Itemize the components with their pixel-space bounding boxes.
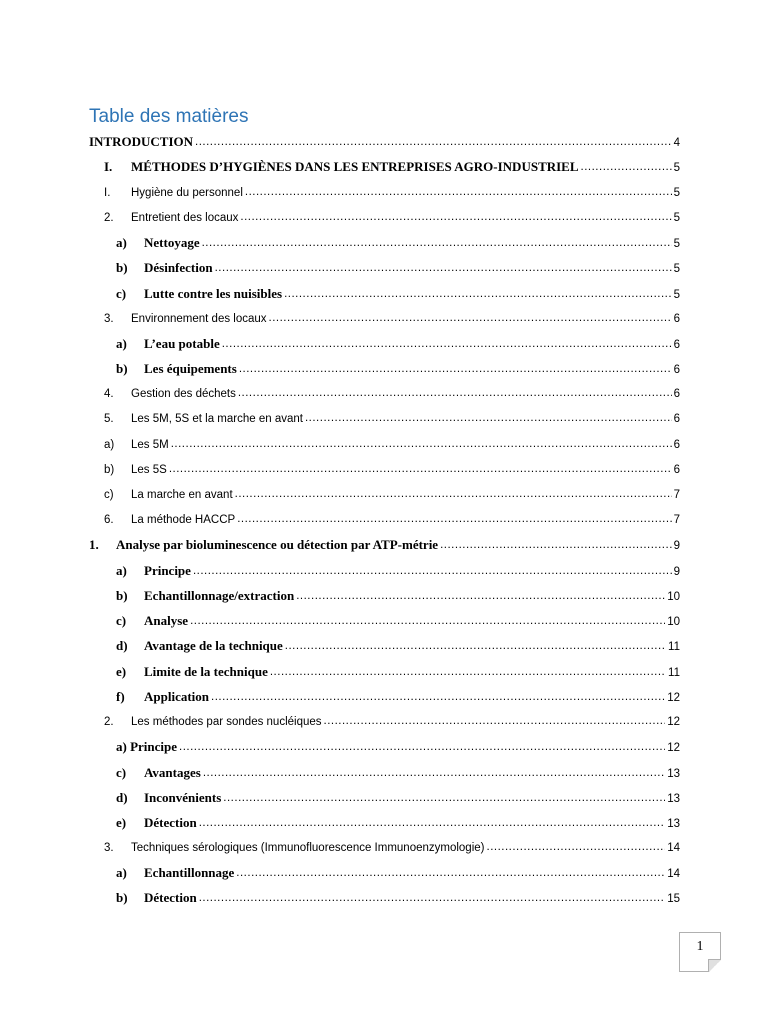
toc-entry-number: e) (116, 815, 127, 830)
toc-entry-number: a) (116, 563, 127, 578)
toc-entry-page: 5 (673, 187, 680, 199)
toc-entry-label: Les équipements (144, 361, 237, 376)
toc-leader-dots (240, 207, 671, 227)
toc-entry-bioluminescence[interactable] (89, 535, 680, 555)
toc-entry-label: Détection (144, 815, 197, 830)
toc-leader-dots (440, 535, 672, 555)
toc-leader-dots (305, 408, 672, 428)
toc-entry-number: 3. (104, 842, 114, 854)
toc-entry-number: 3. (104, 313, 114, 325)
toc-entry-label: a) Principe (116, 739, 178, 754)
toc-entry-introduction[interactable] (89, 132, 680, 152)
toc-leader-dots (487, 837, 666, 857)
toc-entry-number: e) (116, 664, 127, 679)
toc-entry-label: Analyse (144, 613, 189, 628)
toc-entry-page: 13 (667, 818, 680, 830)
toc-leader-dots (171, 434, 672, 454)
toc-entry-number: a) (116, 235, 127, 250)
toc-entry-page: 6 (673, 464, 680, 476)
toc-entry-techniques-serologiques[interactable] (104, 838, 680, 858)
toc-entry-number: a) (116, 336, 127, 351)
toc-entry-sondes-nucleiques[interactable] (104, 712, 680, 732)
toc-leader-dots (284, 284, 672, 304)
toc-entry-page: 5 (673, 212, 680, 224)
toc-entry-label: MÉTHODES D’HYGIÈNES DANS LES ENTREPRISES AGRO-INDUSTRIEL (131, 159, 579, 174)
toc-leader-dots (235, 484, 672, 504)
toc-entry-page: 5 (673, 289, 680, 301)
toc-leader-dots (236, 863, 665, 883)
toc-entry-number: I. (104, 187, 111, 199)
toc-entry-gestion-dechets[interactable] (104, 384, 680, 404)
toc-entry-label: Analyse par bioluminescence ou détection par ATP-métrie (116, 537, 439, 552)
toc-leader-dots (203, 763, 665, 783)
toc-leader-dots (193, 561, 672, 581)
toc-entry-label: La marche en avant (131, 489, 233, 501)
toc-entry-page: 6 (673, 413, 680, 425)
toc-entry-application[interactable] (116, 687, 680, 707)
toc-leader-dots (215, 258, 672, 278)
toc-entry-number: b) (116, 260, 128, 275)
toc-leader-dots (179, 737, 665, 757)
toc-entry-number: 1. (89, 537, 99, 552)
toc-entry-echantillonnage[interactable] (116, 863, 680, 883)
toc-entry-label: Les méthodes par sondes nucléiques (131, 716, 322, 728)
toc-entry-page: 10 (667, 616, 680, 628)
toc-entry-desinfection[interactable] (116, 258, 680, 278)
toc-entry-number: c) (104, 489, 114, 501)
page-corner-fold-icon (708, 959, 721, 972)
toc-entry-number: b) (116, 361, 128, 376)
toc-entry-label: Les 5M, 5S et la marche en avant (131, 413, 303, 425)
toc-entry-number: 2. (104, 212, 114, 224)
toc-entry-label: Techniques sérologiques (Immunofluorescence Immunoenzymologie) (131, 842, 485, 854)
toc-entry-label: Nettoyage (144, 235, 200, 250)
toc-entry-label: Les 5S (131, 464, 167, 476)
toc-entry-label: Limite de la technique (144, 664, 268, 679)
toc-leader-dots (169, 459, 672, 479)
toc-entry-number: b) (104, 464, 115, 476)
toc-leader-dots (190, 611, 665, 631)
toc-entry-page: 10 (667, 591, 680, 603)
toc-entry-label: Lutte contre les nuisibles (144, 286, 283, 301)
toc-leader-dots (223, 788, 665, 808)
toc-entry-page: 6 (673, 439, 680, 451)
toc-entry-label: Gestion des déchets (131, 388, 236, 400)
toc-entry-methodes-hygiene[interactable] (104, 157, 680, 177)
toc-entry-page: 4 (673, 137, 680, 149)
toc-entry-page: 11 (668, 667, 680, 679)
toc-entry-number: 4. (104, 388, 114, 400)
toc-entry-label: L’eau potable (144, 336, 220, 351)
toc-entry-les-5m[interactable] (104, 435, 680, 455)
toc-entry-number: 2. (104, 716, 114, 728)
toc-leader-dots (269, 308, 672, 328)
toc-leader-dots (239, 359, 672, 379)
toc-entry-number: b) (116, 588, 128, 603)
toc-entry-page: 6 (673, 339, 680, 351)
toc-entry-5m-5s[interactable] (104, 409, 680, 429)
toc-leader-dots (270, 662, 666, 682)
toc-leader-dots (285, 636, 666, 656)
toc-leader-dots (202, 233, 672, 253)
toc-entry-principe[interactable] (116, 561, 680, 581)
toc-entry-number: d) (116, 790, 128, 805)
toc-leader-dots (296, 586, 665, 606)
toc-entry-nettoyage[interactable] (116, 233, 680, 253)
toc-entry-number: b) (116, 890, 128, 905)
toc-leader-dots (238, 383, 672, 403)
toc-entry-page: 13 (667, 768, 680, 780)
toc-entry-label: Echantillonnage (144, 865, 235, 880)
toc-entry-inconvenients[interactable] (116, 788, 680, 808)
toc-entry-label: Principe (144, 563, 191, 578)
toc-entry-label: Hygiène du personnel (131, 187, 243, 199)
toc-entry-label: Entretient des locaux (131, 212, 239, 224)
toc-leader-dots (211, 687, 665, 707)
toc-entry-avantages[interactable] (116, 763, 680, 783)
toc-entry-hygiene-personnel[interactable] (104, 183, 680, 203)
toc-entry-page: 7 (673, 514, 680, 526)
toc-entry-label: Echantillonnage/extraction (144, 588, 295, 603)
toc-entry-page: 6 (673, 388, 680, 400)
toc-leader-dots (324, 711, 666, 731)
toc-entry-number: c) (116, 286, 127, 301)
toc-entry-page: 6 (673, 364, 680, 376)
toc-entry-number: a) (104, 439, 115, 451)
toc-entry-page: 15 (667, 893, 680, 905)
toc-entry-number: I. (104, 159, 113, 174)
toc-entry-number: d) (116, 638, 128, 653)
toc-leader-dots (199, 813, 666, 833)
toc-entry-lutte-nuisibles[interactable] (116, 284, 680, 304)
toc-entry-page: 6 (673, 313, 680, 325)
toc-entry-label: Avantage de la technique (144, 638, 283, 653)
toc-entry-page: 12 (667, 716, 680, 728)
toc-entry-les-5s[interactable] (104, 460, 680, 480)
page-number: 1 (696, 939, 704, 954)
toc-entry-marche-en-avant[interactable] (104, 485, 680, 505)
toc-entry-page: 12 (667, 692, 680, 704)
toc-entry-label: Application (144, 689, 210, 704)
toc-entry-analyse[interactable] (116, 611, 680, 631)
toc-entry-number: c) (116, 613, 127, 628)
toc-entry-label: Environnement des locaux (131, 313, 267, 325)
toc-entry-page: 12 (667, 742, 680, 754)
toc-entry-principe-sondes[interactable] (116, 737, 680, 757)
toc-leader-dots (245, 182, 672, 202)
toc-leader-dots (195, 132, 672, 152)
toc-leader-dots (237, 509, 671, 529)
toc-entry-entretient-locaux[interactable] (104, 208, 680, 228)
toc-title: Table des matières (89, 106, 249, 127)
toc-entry-echantillonnage-extraction[interactable] (116, 586, 680, 606)
toc-entry-eau-potable[interactable] (116, 334, 680, 354)
toc-entry-page: 5 (673, 162, 680, 174)
toc-entry-label: La méthode HACCP (131, 514, 236, 526)
toc-entry-page: 11 (668, 641, 680, 653)
toc-entry-label: Détection (144, 890, 197, 905)
toc-entry-avantage-technique[interactable] (116, 636, 680, 656)
toc-entry-label: Les 5M (131, 439, 169, 451)
toc-entry-detection[interactable] (116, 813, 680, 833)
toc-entry-page: 5 (673, 263, 680, 275)
toc-entry-page: 14 (667, 868, 680, 880)
toc-leader-dots (222, 334, 672, 354)
toc-entry-haccp[interactable] (104, 510, 680, 530)
toc-entry-page: 7 (673, 489, 680, 501)
toc-entry-page: 5 (673, 238, 680, 250)
toc-entry-page: 9 (673, 566, 680, 578)
toc-entry-environnement-locaux[interactable] (104, 309, 680, 329)
toc-entry-page: 9 (673, 540, 680, 552)
toc-entry-label: Avantages (144, 765, 201, 780)
toc-entry-number: 5. (104, 413, 114, 425)
toc-entry-page: 13 (667, 793, 680, 805)
toc-entry-page: 14 (667, 842, 680, 854)
toc-entry-number: c) (116, 765, 127, 780)
page-number-box (679, 932, 721, 972)
toc-entry-number: a) (116, 865, 127, 880)
toc-entry-limite-technique[interactable] (116, 662, 680, 682)
toc-entry-number: f) (116, 689, 125, 704)
toc-entry-equipements[interactable] (116, 359, 680, 379)
toc-entry-label: INTRODUCTION (89, 134, 194, 149)
toc-entry-number: 6. (104, 514, 114, 526)
toc-leader-dots (199, 888, 666, 908)
toc-entry-label: Inconvénients (144, 790, 222, 805)
toc-entry-label: Désinfection (144, 260, 213, 275)
toc-leader-dots (581, 157, 672, 177)
toc-entry-detection-serologique[interactable] (116, 888, 680, 908)
